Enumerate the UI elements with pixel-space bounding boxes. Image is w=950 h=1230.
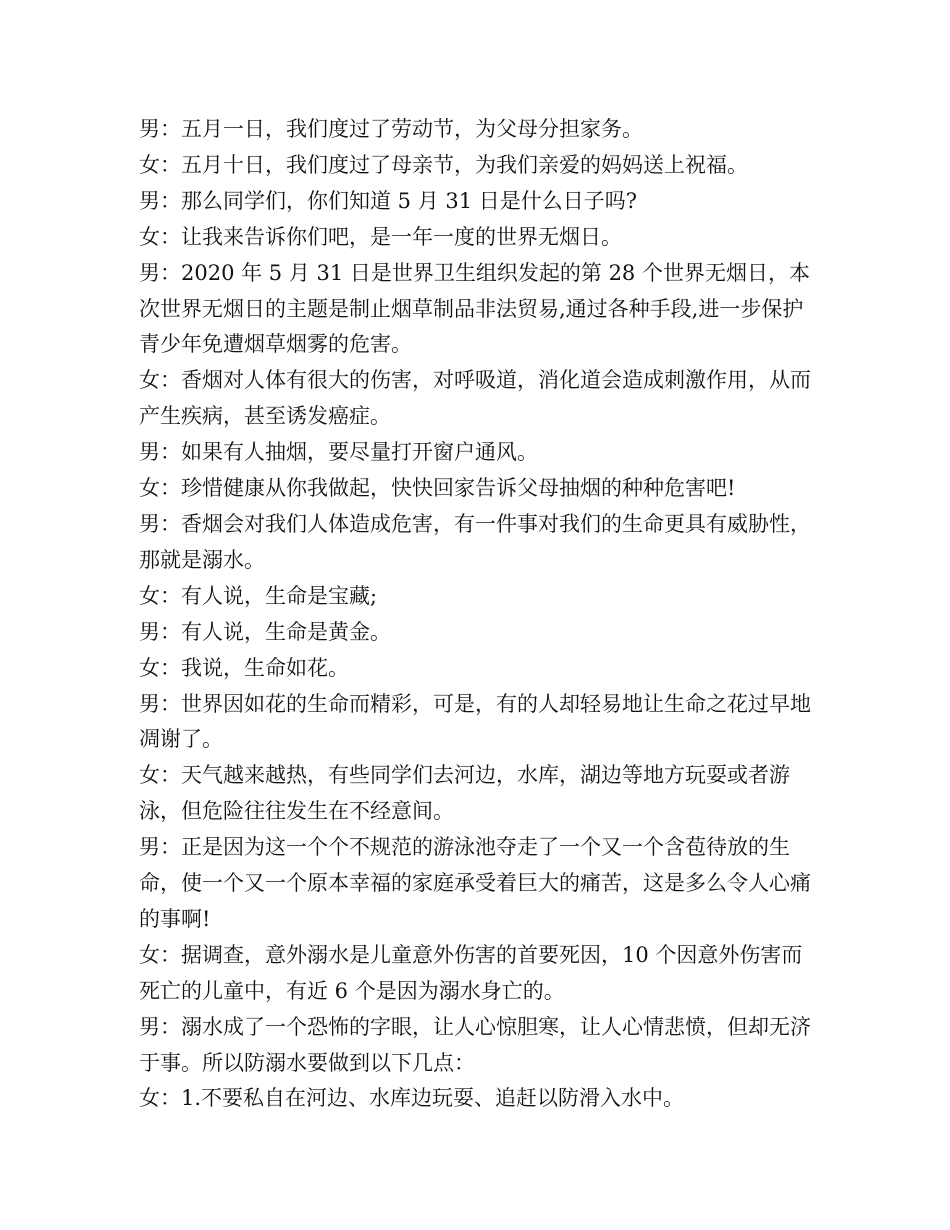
- paragraph-1: 男：五月一日，我们度过了劳动节，为父母分担家务。: [139, 117, 643, 141]
- paragraph-13: 男：世界因如花的生命而精彩，可是，有的人却轻易地让生命之花过早地凋谢了。: [139, 691, 811, 752]
- paragraph-6: 女：香烟对人体有很大的伤害，对呼吸道，消化道会造成刺激作用，从而产生疾病，甚至诱发癌症。: [139, 368, 811, 429]
- paragraph-11: 男：有人说，生命是黄金。: [139, 619, 391, 644]
- paragraph-16: 女：据调查，意外溺水是儿童意外伤害的首要死因，10 个因意外伤害而死亡的儿童中，有近 6 个是因为溺水身亡的。: [139, 942, 803, 1003]
- paragraph-10: 女：有人说，生命是宝藏;: [139, 583, 378, 608]
- paragraph-4: 女：让我来告诉你们吧，是一年一度的世界无烟日。: [139, 224, 622, 249]
- paragraph-3: 男：那么同学们，你们知道 5 月 31 日是什么日子吗?: [139, 188, 638, 213]
- paragraph-15: 男：正是因为这一个个不规范的游泳池夺走了一个又一个含苞待放的生命，使一个又一个原本幸福的家庭承受着巨大的痛苦，这是多么令人心痛的事啊!: [139, 835, 811, 931]
- dialogue-text: [139, 112, 819, 1117]
- paragraph-17: 男：溺水成了一个恐怖的字眼，让人心惊胆寒，让人心情悲愤，但却无济于事。所以防溺水要做到以下几点：: [139, 1014, 811, 1075]
- paragraph-5: 男：2020 年 5 月 31 日是世界卫生组织发起的第 28 个世界无烟日，本次世界无烟日的主题是制止烟草制品非法贸易,通过各种手段,进一步保护青少年免遭烟草烟雾的危害。: [139, 260, 810, 357]
- paragraph-2: 女：五月十日，我们度过了母亲节，为我们亲爱的妈妈送上祝福。: [139, 152, 748, 177]
- paragraph-12: 女：我说，生命如花。: [139, 655, 349, 680]
- paragraph-9: 男：香烟会对我们人体造成危害，有一件事对我们的生命更具有威胁性，那就是溺水。: [139, 511, 811, 572]
- paragraph-8: 女：珍惜健康从你我做起，快快回家告诉父母抽烟的种种危害吧!: [139, 476, 736, 501]
- paragraph-14: 女：天气越来越热，有些同学们去河边，水库，湖边等地方玩耍或者游泳，但危险往往发生在不经意间。: [139, 763, 790, 824]
- paragraph-7: 男：如果有人抽烟，要尽量打开窗户通风。: [139, 440, 538, 465]
- paragraph-18: 女：1.不要私自在河边、水库边玩耍、追赶以防滑入水中。: [139, 1086, 685, 1111]
